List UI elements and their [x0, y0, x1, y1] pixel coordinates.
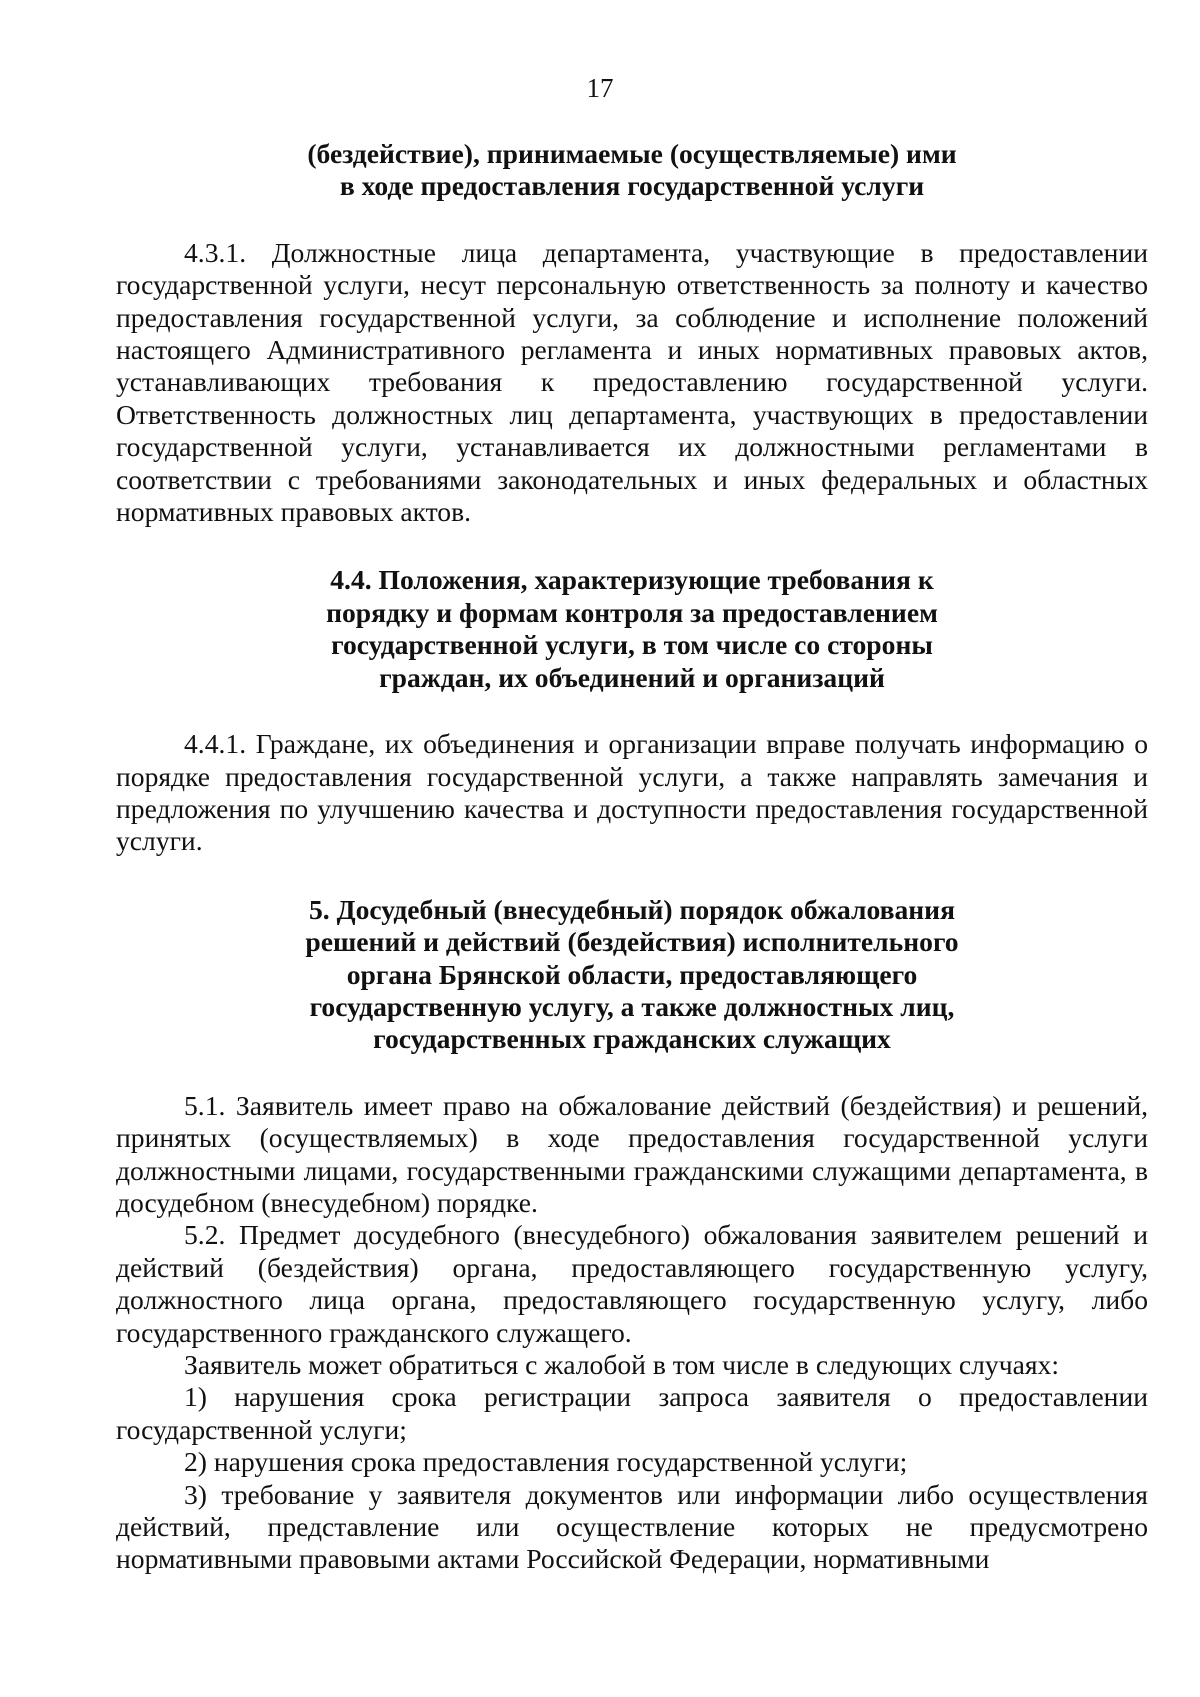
heading-line: порядку и формам контроля за предоставлением: [326, 596, 938, 628]
heading-line: в ходе предоставления государственной услуги: [339, 170, 925, 202]
section-heading-4-4: [116, 564, 1148, 694]
section-heading-continuation: [116, 138, 1148, 203]
paragraph-4-4-1: 4.4.1. Граждане, их объединения и организации вправе получать информацию о порядке предоставления государственной услуги, а также направлять замечания и предложения по улучшению качества и доступности предоставления государственной услуги.: [116, 728, 1148, 857]
paragraph-5-1: 5.1. Заявитель имеет право на обжалование действий (бездействия) и решений, принятых (осуществляемых) в ходе предоставления государственной услуги должностными лицами, государственными гражданскими служащими департамента, в досудебном (внесудебном) порядке.: [116, 1089, 1148, 1218]
heading-line: 4.4. Положения, характеризующие требования к: [330, 564, 934, 596]
paragraph-5-2: 5.2. Предмет досудебного (внесудебного) обжалования заявителем решений и действий (бездействия) органа, предоставляющего государственную услугу, должностного лица органа, предоставляющего государственную услугу, либо государственного гражданского служащего.: [116, 1219, 1148, 1348]
heading-line: органа Брянской области, предоставляющего: [346, 958, 918, 990]
heading-line: 5. Досудебный (внесудебный) порядок обжалования: [309, 893, 955, 925]
paragraph-case-2: 2) нарушения срока предоставления государственной услуги;: [184, 1446, 908, 1478]
heading-line: решений и действий (бездействия) исполнительного: [305, 926, 959, 958]
heading-line: государственных гражданских служащих: [373, 1023, 891, 1055]
page-content: [116, 138, 1148, 1576]
heading-line: граждан, их объединений и организаций: [379, 661, 885, 693]
heading-line: (бездействие), принимаемые (осуществляемые) ими: [307, 138, 957, 169]
paragraph-4-3-1: 4.3.1. Должностные лица департамента, участвующие в предоставлении государственной услуги, несут персональную ответственность за полноту и качество предоставления государственной услуги, за соблюдение и исполнение положений настоящего Административного регламента и иных нормативных правовых актов, устанавливающих требования к предоставлению государственной услуги. Ответственность должностных лиц департамента, участвующих в предоставлении государственной услуги, устанавливается их должностными регламентами в соответствии с требованиями законодательных и иных федеральных и областных нормативных правовых актов.: [116, 236, 1148, 528]
page-number: 17: [586, 73, 614, 103]
section-heading-5: [116, 894, 1148, 1056]
heading-line: государственной услуги, в том числе со стороны: [331, 629, 933, 661]
heading-line: государственную услугу, а также должностных лиц,: [309, 990, 955, 1022]
paragraph-case-3: 3) требование у заявителя документов или информации либо осуществления действий, представление или осуществление которых не предусмотрено нормативными правовыми актами Российской Федерации, нормативными: [116, 1478, 1148, 1575]
paragraph-cases-intro: Заявитель может обратиться с жалобой в том числе в следующих случаях:: [184, 1349, 1059, 1380]
paragraph-case-1: 1) нарушения срока регистрации запроса заявителя о предоставлении государственной услуги;: [116, 1381, 1148, 1445]
